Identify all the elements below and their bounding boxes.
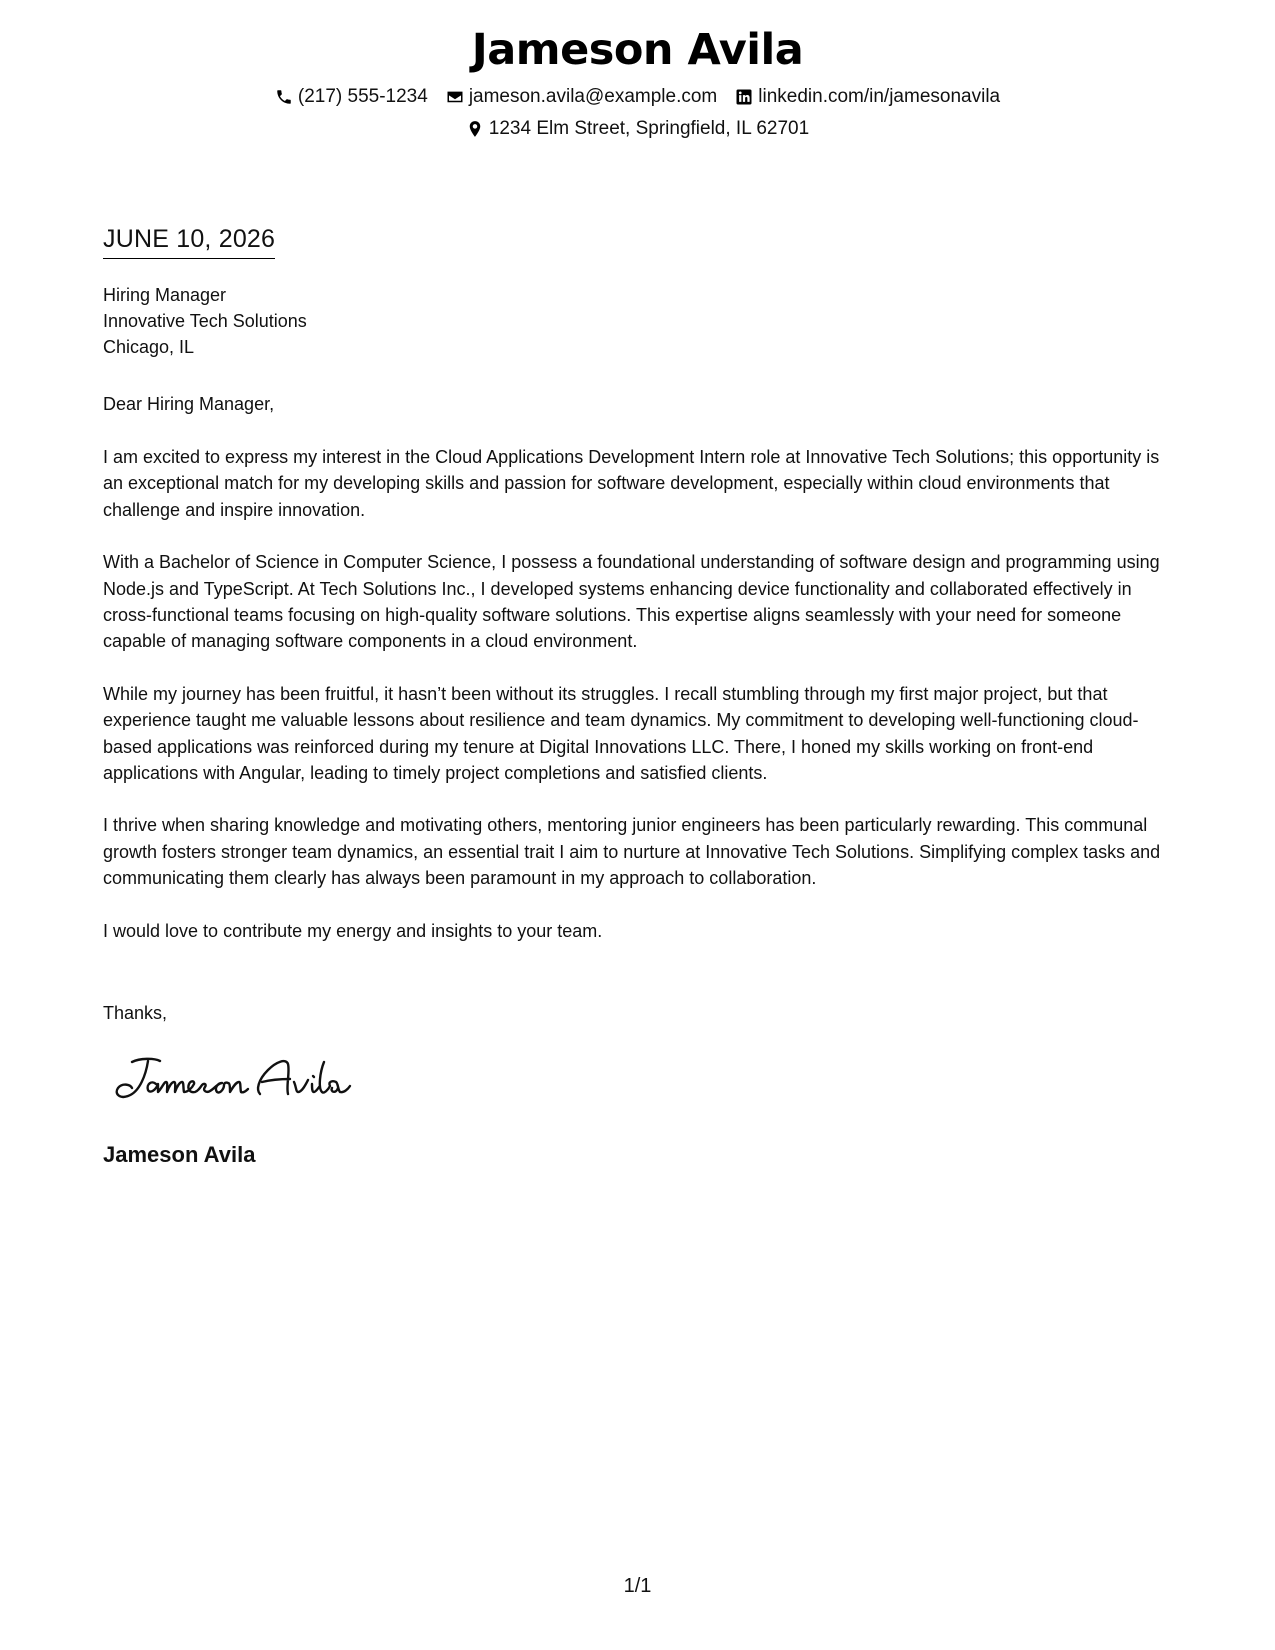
letter-header: [0, 22, 1275, 142]
contact-address: [466, 116, 809, 142]
body-paragraph: While my journey has been fruitful, it hasn’t been without its struggles. I recall stumbling through my first major project, but that experience taught me valuable lessons about resilience and team dynamics. My commitment to developing well-functioning cloud-based applications was reinforced during my tenure at Digital Innovations LLC. There, I honed my skills working on front-end applications with Angular, leading to timely project completions and satisfied clients.: [103, 683, 1139, 784]
linkedin-text: linkedin.com/in/jamesonavila: [758, 86, 1001, 107]
phone-icon: [275, 88, 293, 106]
letter-body: [103, 444, 1173, 970]
closing: Thanks,: [103, 1003, 168, 1023]
linkedin-icon: [735, 88, 753, 106]
body-paragraph: With a Bachelor of Science in Computer Science, I possess a foundational understanding of software design and programming using Node.js and TypeScript. At Tech Solutions Inc., I developed systems enhancing device functionality and collaborated effectively in cross-functional teams focusing on high-quality software solutions. This expertise aligns seamlessly with your need for someone capable of managing software components in a cloud environment.: [103, 552, 1160, 652]
recipient-title: Hiring Manager: [103, 285, 227, 305]
body-paragraph: I would love to contribute my energy and insights to your team.: [103, 920, 603, 941]
contact-row: [0, 84, 1275, 110]
letter-date: JUNE 10, 2026: [103, 222, 275, 259]
applicant-name: Jameson Avila: [471, 25, 804, 75]
recipient-company: Innovative Tech Solutions: [103, 311, 307, 331]
email-text: jameson.avila@example.com: [468, 86, 718, 107]
handwritten-signature: [110, 1052, 355, 1104]
body-paragraph: I am excited to express my interest in the Cloud Applications Development Intern role at Innovative Tech Solutions; this opportunity is an exceptional match for my developing skills and passion for software development, especially within cloud environments that challenge and inspire innovation.: [103, 447, 1160, 520]
address-text: 1234 Elm Street, Springfield, IL 62701: [488, 118, 810, 139]
contact-email[interactable]: [446, 84, 717, 110]
phone-text: (217) 555-1234: [297, 86, 428, 107]
recipient-block: [103, 282, 307, 360]
map-pin-icon: [466, 120, 484, 138]
contact-phone: [275, 84, 428, 110]
envelope-icon: [446, 88, 464, 106]
body-paragraph: I thrive when sharing knowledge and motivating others, mentoring junior engineers has been particularly rewarding. This communal growth fosters stronger team dynamics, an essential trait I aim to nurture at Innovative Tech Solutions. Simplifying complex tasks and communicating them clearly has always been paramount in my approach to collaboration.: [103, 815, 1161, 889]
page-number: 1/1: [623, 1575, 652, 1597]
address-row: [0, 116, 1275, 142]
signer-name: Jameson Avila: [103, 1142, 256, 1167]
salutation: Dear Hiring Manager,: [103, 394, 275, 414]
contact-linkedin[interactable]: [735, 84, 1000, 110]
recipient-location: Chicago, IL: [103, 337, 195, 357]
